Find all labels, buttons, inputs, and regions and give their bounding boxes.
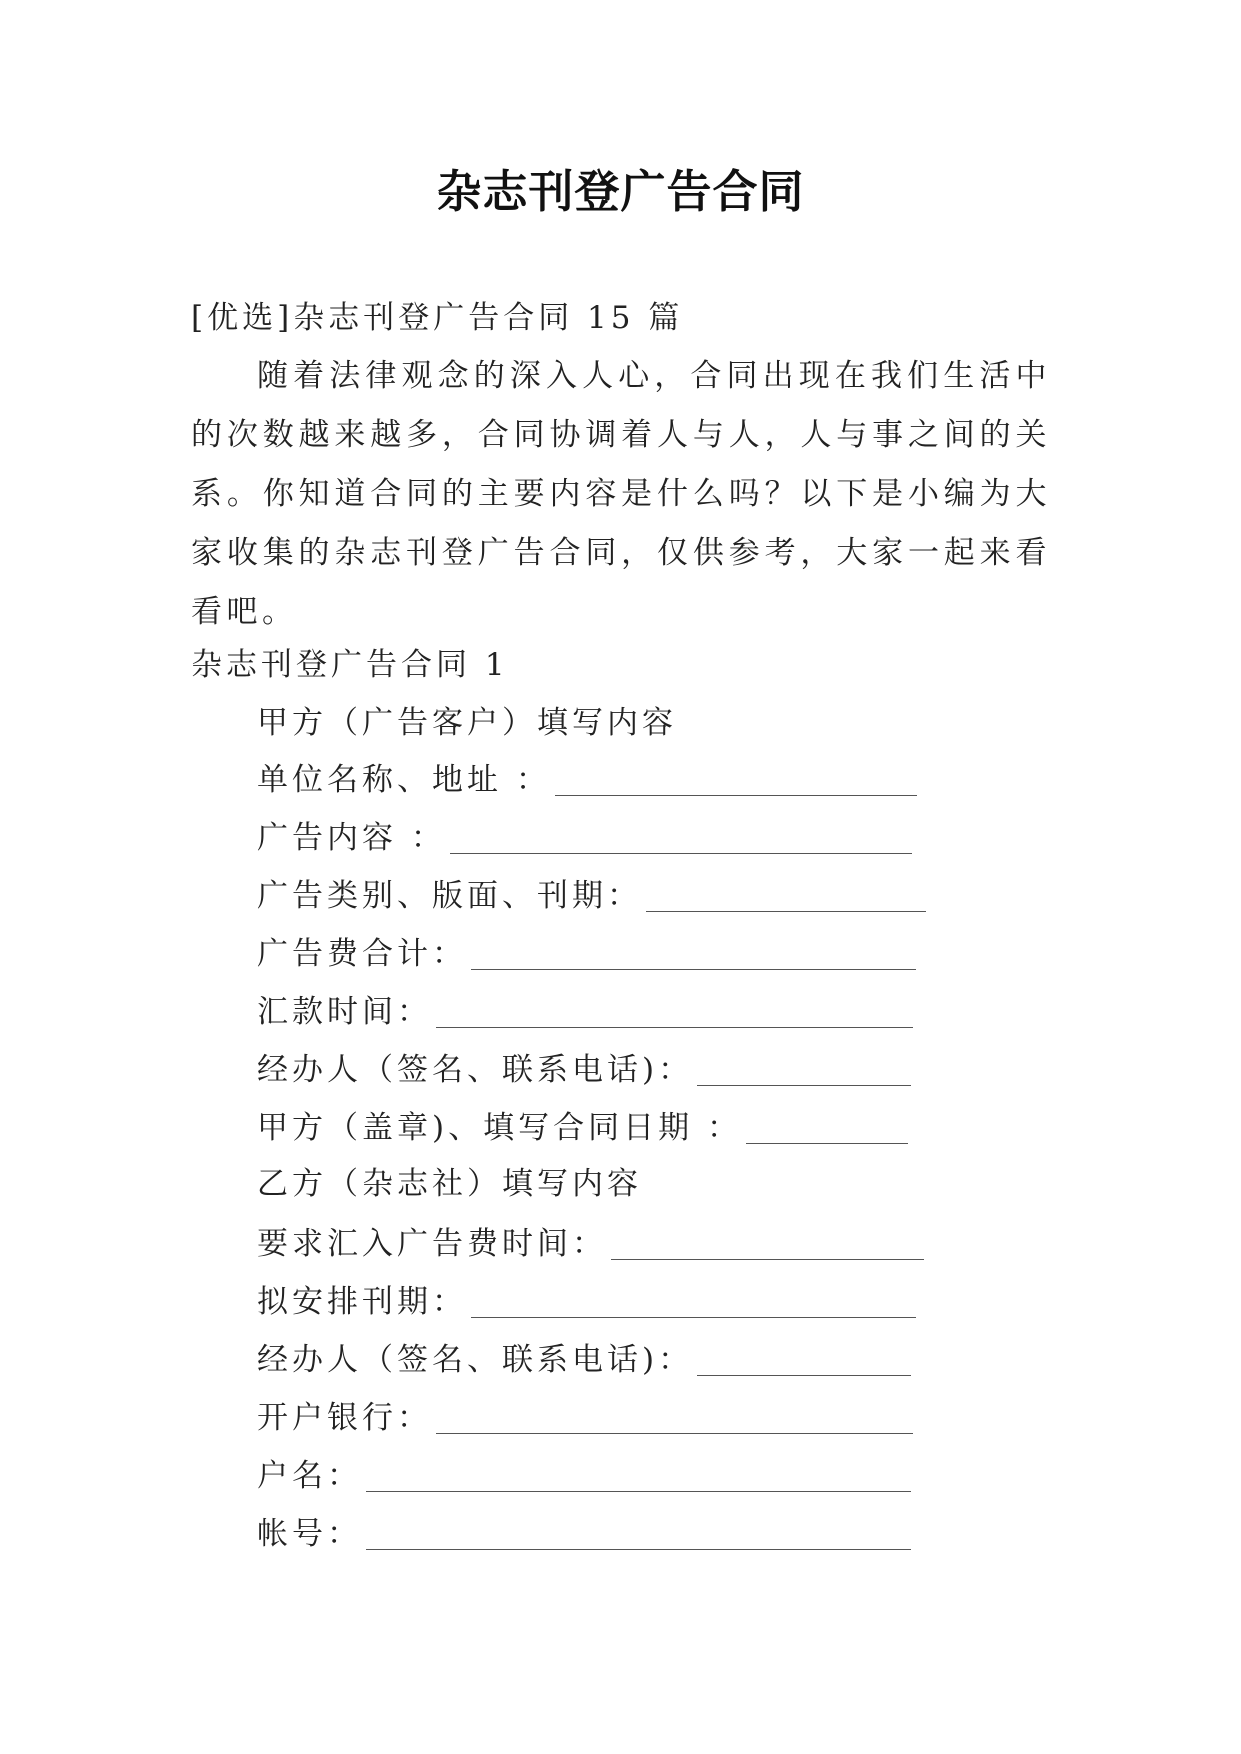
- blank-line[interactable]: [366, 1469, 911, 1492]
- field-ad-category[interactable]: [257, 874, 926, 918]
- field-label: 经办人（签名、联系电话)：: [257, 1052, 694, 1088]
- field-account-name[interactable]: [257, 1454, 911, 1498]
- field-bank[interactable]: [257, 1396, 913, 1440]
- field-label: 广告费合计：: [257, 936, 467, 972]
- field-label: 甲方（盖章)、填写合同日期 ：: [257, 1110, 742, 1146]
- blank-line[interactable]: [697, 1063, 911, 1086]
- section-heading: 杂志刊登广告合同 1: [191, 647, 509, 683]
- field-unit-name-address[interactable]: [257, 758, 917, 802]
- blank-line[interactable]: [611, 1237, 924, 1260]
- blank-line[interactable]: [471, 947, 916, 970]
- field-label: 经办人（签名、联系电话)：: [257, 1342, 694, 1378]
- field-remit-time[interactable]: [257, 990, 913, 1034]
- blank-line[interactable]: [436, 1411, 913, 1434]
- blank-line[interactable]: [646, 889, 926, 912]
- document-subtitle: [优选]杂志刊登广告合同 15 篇: [191, 300, 684, 336]
- field-ad-fee-total[interactable]: [257, 932, 916, 976]
- field-account-number[interactable]: [257, 1512, 911, 1556]
- field-planned-issue[interactable]: [257, 1280, 916, 1324]
- intro-paragraph: 随着法律观念的深入人心，合同出现在我们生活中的次数越来越多，合同协调着人与人，人与事之间的关系。你知道合同的主要内容是什么吗？以下是小编为大家收集的杂志刊登广告合同，仅供参考，大家一起来看看吧。: [191, 358, 1051, 630]
- field-label: 汇款时间：: [257, 994, 432, 1030]
- blank-line[interactable]: [436, 1005, 913, 1028]
- blank-line[interactable]: [450, 831, 912, 854]
- party-b-heading: 乙方（杂志社）填写内容: [257, 1166, 642, 1202]
- field-label: 拟安排刊期：: [257, 1284, 467, 1320]
- field-required-remit-time[interactable]: [257, 1222, 924, 1266]
- blank-line[interactable]: [746, 1121, 908, 1144]
- field-label: 单位名称、地址 ：: [257, 762, 551, 798]
- document-title: 杂志刊登广告合同: [436, 165, 805, 218]
- party-a-heading: 甲方（广告客户）填写内容: [257, 705, 677, 741]
- blank-line[interactable]: [366, 1527, 911, 1550]
- field-label: 帐号：: [257, 1516, 362, 1552]
- field-agent-b[interactable]: [257, 1338, 911, 1382]
- field-label: 开户银行：: [257, 1400, 432, 1436]
- field-agent-a[interactable]: [257, 1048, 911, 1092]
- field-label: 要求汇入广告费时间：: [257, 1226, 607, 1262]
- blank-line[interactable]: [555, 773, 917, 796]
- field-seal-date[interactable]: [257, 1106, 908, 1150]
- blank-line[interactable]: [471, 1295, 916, 1318]
- field-label: 户名：: [257, 1458, 362, 1494]
- field-label: 广告内容 ：: [257, 820, 446, 856]
- field-ad-content[interactable]: [257, 816, 912, 860]
- blank-line[interactable]: [697, 1353, 911, 1376]
- field-label: 广告类别、版面、刊期：: [257, 878, 642, 914]
